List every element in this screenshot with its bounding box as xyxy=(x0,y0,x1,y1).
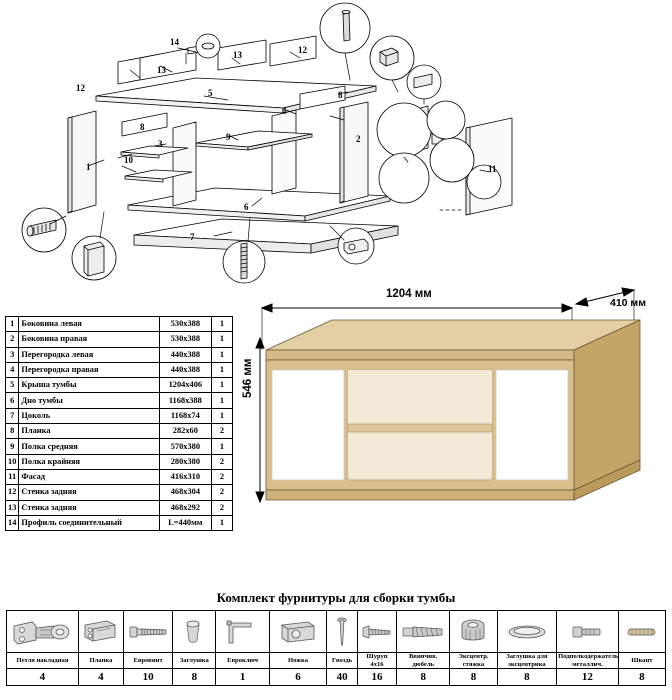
part-name: Фасад xyxy=(19,469,159,484)
part-dim: L=440мм xyxy=(159,515,211,530)
part-number: 4 xyxy=(6,362,19,377)
part-qty: 1 xyxy=(211,317,232,332)
part-number: 2 xyxy=(6,332,19,347)
hardware-qty: 16 xyxy=(358,669,397,686)
hardware-name: Заглушка xyxy=(173,653,216,669)
part-number: 11 xyxy=(6,469,19,484)
part-qty: 1 xyxy=(211,347,232,362)
part-12-back-wall-right2 xyxy=(270,36,316,66)
table-row xyxy=(6,485,233,500)
part-dim: 440х388 xyxy=(159,347,211,362)
part-number: 7 xyxy=(6,408,19,423)
part-dim: 440х388 xyxy=(159,362,211,377)
width-dimension-label: 1204 мм xyxy=(386,288,432,300)
part-number: 14 xyxy=(6,515,19,530)
part-name: Стенка задняя xyxy=(19,500,159,515)
hardware-qty: 40 xyxy=(327,669,358,686)
part-name: Полка крайняя xyxy=(19,454,159,469)
part-name: Цоколь xyxy=(19,408,159,423)
part-name: Перегородка левая xyxy=(19,347,159,362)
hardware-cell-euroscrew xyxy=(124,611,173,653)
svg-text:5: 5 xyxy=(208,88,213,98)
part-qty: 1 xyxy=(211,362,232,377)
part-dim: 468х292 xyxy=(159,500,211,515)
table-row xyxy=(6,393,233,408)
hardware-cell-hinge xyxy=(7,611,79,653)
table-row xyxy=(6,362,233,377)
table-row xyxy=(6,424,233,439)
svg-text:13: 13 xyxy=(233,50,242,60)
exploded-diagram xyxy=(0,0,672,285)
part-dim: 530х388 xyxy=(159,332,211,347)
part-qty: 1 xyxy=(211,332,232,347)
table-row xyxy=(6,500,233,515)
hardware-name: Шкант xyxy=(618,653,665,669)
hardware-cell-screw xyxy=(358,611,397,653)
part-qty: 1 xyxy=(211,515,232,530)
part-8-plank-left xyxy=(122,113,167,136)
hardware-qty: 8 xyxy=(173,669,216,686)
part-number: 3 xyxy=(6,347,19,362)
parts-table xyxy=(5,316,233,531)
hardware-qty: 8 xyxy=(450,669,497,686)
svg-text:9: 9 xyxy=(226,132,231,142)
hardware-cell-cam-cap xyxy=(497,611,557,653)
svg-text:2: 2 xyxy=(356,134,361,144)
hardware-cell-shelf-support xyxy=(557,611,619,653)
hardware-table-wrapper xyxy=(6,610,666,686)
part-qty: 2 xyxy=(211,454,232,469)
table-row xyxy=(6,439,233,454)
part-dim: 468х304 xyxy=(159,485,211,500)
table-row xyxy=(6,317,233,332)
hardware-qty: 8 xyxy=(397,669,450,686)
hardware-qty: 8 xyxy=(618,669,665,686)
hardware-qty: 8 xyxy=(497,669,557,686)
table-row xyxy=(6,408,233,423)
hardware-qty: 4 xyxy=(78,669,123,686)
hardware-cell-cap xyxy=(173,611,216,653)
part-number: 9 xyxy=(6,439,19,454)
part-4-right-divider xyxy=(272,110,296,194)
hardware-qty: 10 xyxy=(124,669,173,686)
part-qty: 2 xyxy=(211,500,232,515)
hardware-name: Шуруп 4х16 xyxy=(358,653,397,669)
part-name: Крыша тумбы xyxy=(19,378,159,393)
svg-text:12: 12 xyxy=(76,83,85,93)
svg-text:6: 6 xyxy=(244,202,249,212)
part-name: Боковина левая xyxy=(19,317,159,332)
part-name: Дно тумбы xyxy=(19,393,159,408)
part-qty: 1 xyxy=(211,393,232,408)
hardware-cell-dowel-pin xyxy=(618,611,665,653)
hardware-cell-dowel xyxy=(397,611,450,653)
part-number: 10 xyxy=(6,454,19,469)
part-qty: 2 xyxy=(211,424,232,439)
cabinet-3d xyxy=(266,320,640,500)
hardware-cell-leg xyxy=(269,611,326,653)
part-qty: 1 xyxy=(211,408,232,423)
hardware-name: Планка xyxy=(78,653,123,669)
svg-text:10: 10 xyxy=(124,155,133,165)
svg-text:3: 3 xyxy=(158,139,163,149)
part-qty: 2 xyxy=(211,469,232,484)
part-1-left-side xyxy=(68,111,96,213)
table-row xyxy=(6,332,233,347)
part-name: Профиль соединительный xyxy=(19,515,159,530)
part-number: 12 xyxy=(6,485,19,500)
part-name: Боковина правая xyxy=(19,332,159,347)
hardware-name: Гвоздь xyxy=(327,653,358,669)
hardware-cell-eurokey xyxy=(216,611,269,653)
hardware-name: Ввинчив. дюбель xyxy=(397,653,450,669)
hardware-qty: 4 xyxy=(7,669,79,686)
hardware-name: Эксцентр. стяжка xyxy=(450,653,497,669)
svg-text:12: 12 xyxy=(298,45,307,55)
height-dimension-label: 546 мм xyxy=(242,358,254,398)
part-dim: 416х310 xyxy=(159,469,211,484)
part-dim: 1168х388 xyxy=(159,393,211,408)
hardware-name: Евровинт xyxy=(124,653,173,669)
hardware-name: Евроключ xyxy=(216,653,269,669)
part-dim: 1204х406 xyxy=(159,378,211,393)
hardware-cell-plate xyxy=(78,611,123,653)
part-name: Стенка задняя xyxy=(19,485,159,500)
part-qty: 1 xyxy=(211,378,232,393)
svg-text:8: 8 xyxy=(338,90,343,100)
table-row xyxy=(6,469,233,484)
part-dim: 530х388 xyxy=(159,317,211,332)
part-dim: 1168х74 xyxy=(159,408,211,423)
part-number: 8 xyxy=(6,424,19,439)
hardware-name: Ножка xyxy=(269,653,326,669)
svg-text:7: 7 xyxy=(190,232,195,242)
hardware-qty: 6 xyxy=(269,669,326,686)
table-row xyxy=(6,378,233,393)
table-row xyxy=(6,454,233,469)
svg-text:8: 8 xyxy=(140,122,145,132)
hardware-cell-cam-lock xyxy=(450,611,497,653)
assembled-view xyxy=(236,278,672,518)
part-name: Перегородка правая xyxy=(19,362,159,377)
part-dim: 282х60 xyxy=(159,424,211,439)
part-3-left-divider xyxy=(173,122,196,206)
hardware-qty: 12 xyxy=(557,669,619,686)
svg-text:1: 1 xyxy=(86,162,91,172)
part-qty: 1 xyxy=(211,439,232,454)
hardware-section-title: Комплект фурнитуры для сборки тумбы xyxy=(216,590,456,605)
part-number: 1 xyxy=(6,317,19,332)
part-number: 13 xyxy=(6,500,19,515)
part-dim: 570х380 xyxy=(159,439,211,454)
hardware-cell-nail xyxy=(327,611,358,653)
hardware-name: Петля накладная xyxy=(7,653,79,669)
svg-text:13: 13 xyxy=(157,65,166,75)
part-qty: 2 xyxy=(211,485,232,500)
depth-dimension-label: 410 мм xyxy=(610,297,646,309)
svg-text:4: 4 xyxy=(282,106,287,116)
hardware-name: Подполкодержатель металлич. xyxy=(558,653,619,668)
parts-table-wrapper xyxy=(5,316,233,531)
table-row xyxy=(6,347,233,362)
part-2-right-side xyxy=(340,102,368,203)
table-row xyxy=(6,515,233,530)
part-name: Полка средняя xyxy=(19,439,159,454)
hardware-table xyxy=(6,610,666,686)
hardware-qty: 1 xyxy=(216,669,269,686)
part-name: Планка xyxy=(19,424,159,439)
svg-text:14: 14 xyxy=(170,37,179,47)
part-number: 5 xyxy=(6,378,19,393)
part-13-back-wall-right xyxy=(218,40,266,70)
svg-text:11: 11 xyxy=(488,164,497,174)
part-dim: 280х380 xyxy=(159,454,211,469)
hardware-name: Заглушка для эксцентрика xyxy=(497,653,557,669)
part-number: 6 xyxy=(6,393,19,408)
